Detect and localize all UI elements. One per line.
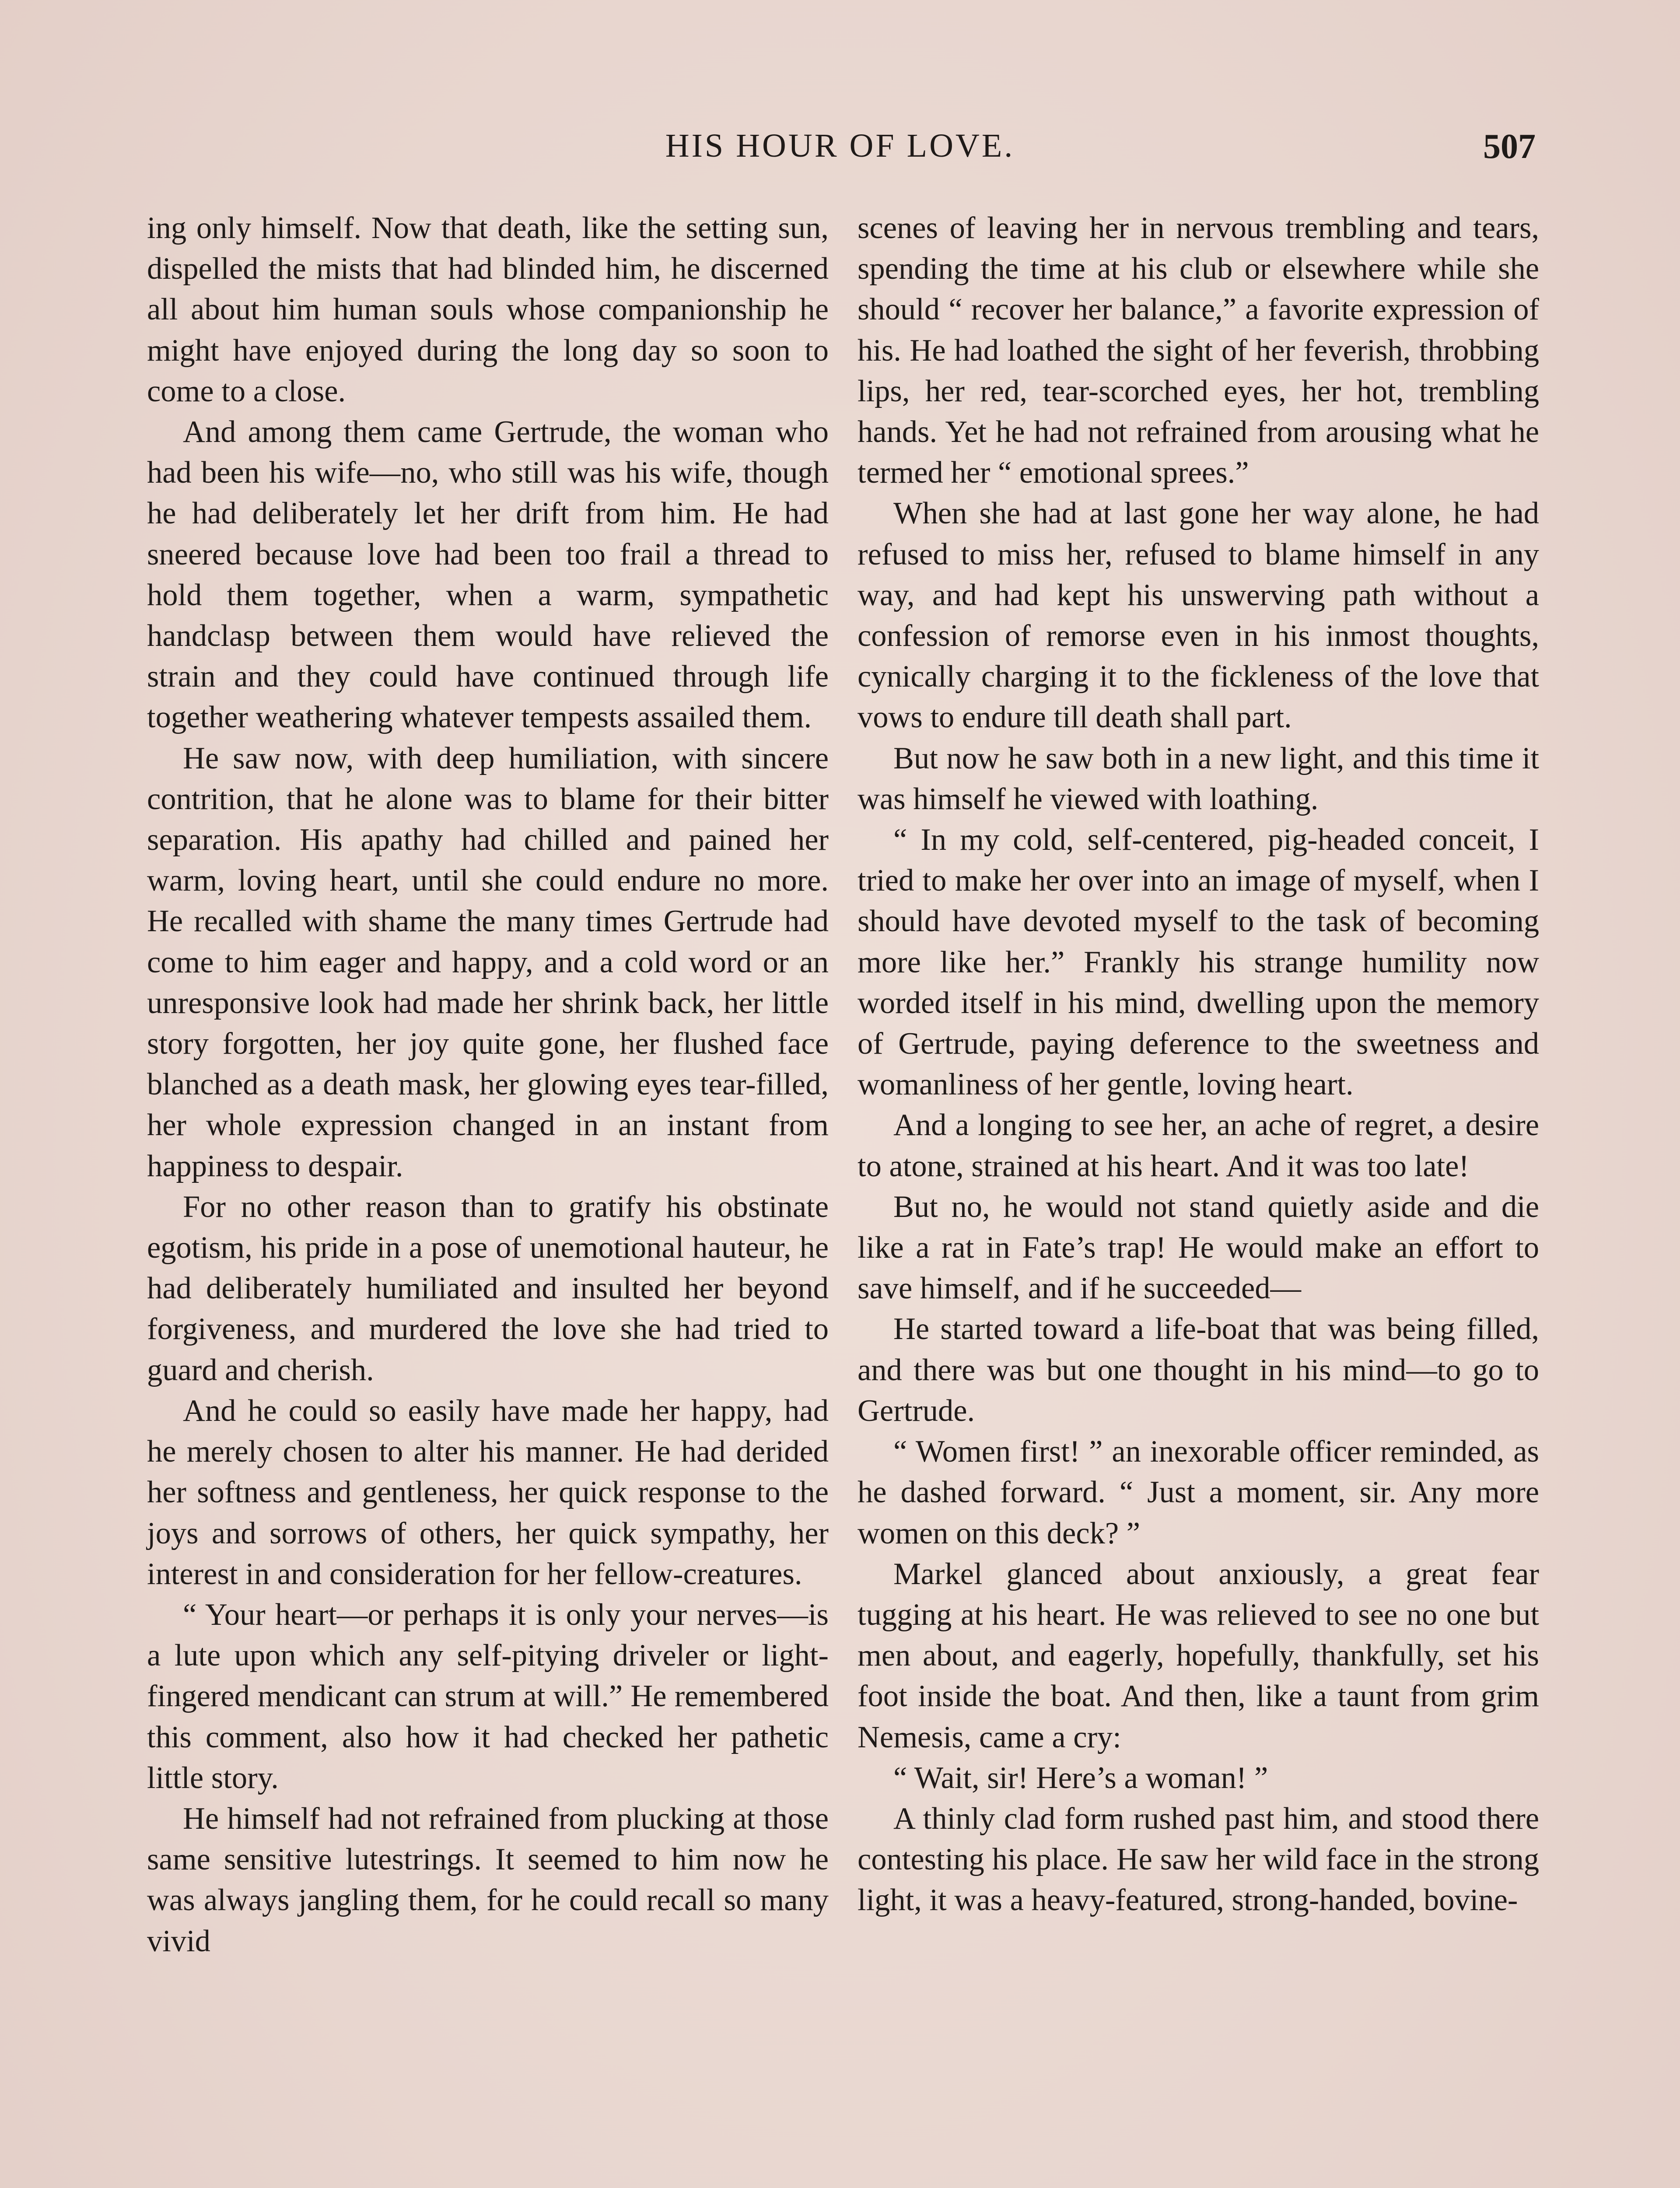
paragraph: And he could so easily have made her happy, had he merely chosen to alter his manner. He had derided her softness and gentleness, her quick response to the joys and sorrows of others, her quick sympathy, her interest in and consideration for her fellow-creatures. xyxy=(147,1393,829,1591)
paragraph: ing only himself. Now that death, like the setting sun, dispelled the mists that had blinded him, he discerned all about him human souls whose companionship he might have enjoyed during the long day so soon to come to a close. xyxy=(147,211,829,408)
paragraph: And a longing to see her, an ache of regret, a desire to atone, strained at his heart. And it was too late! xyxy=(858,1108,1539,1183)
right-column xyxy=(858,208,1539,1921)
page-number: 507 xyxy=(1483,127,1536,166)
paragraph: When she had at last gone her way alone, he had refused to miss her, refused to blame himself in any way, and had kept his unswerving path without a confession of remorse even in his inmost thoughts, cynically charging it to the fickleness of the love that vows to endure till death shall part. xyxy=(858,496,1539,735)
left-column xyxy=(147,208,829,1962)
paragraph: Markel glanced about anxiously, a great fear tugging at his heart. He was relieved to see no one but men about, and eagerly, hopefully, thankfully, set his foot inside the boat. And then, like a taunt from grim Nemesis, came a cry: xyxy=(858,1557,1539,1754)
paragraph: And among them came Gertrude, the woman who had been his wife—no, who still was his wife, though he had deliberately let her drift from him. He had sneered because love had been too frail a thread to hold them together, when a warm, sympathetic handclasp between them would have relieved the strain and they could have continued through life together weathering whatever tempests assailed them. xyxy=(147,415,829,735)
running-title: HIS HOUR OF LOVE. xyxy=(665,127,1015,164)
paragraph: “ Women first! ” an inexorable officer reminded, as he dashed forward. “ Just a moment, sir. Any more women on this deck? ” xyxy=(858,1434,1539,1550)
paragraph: For no other reason than to gratify his obstinate egotism, his pride in a pose of unemotional hauteur, he had deliberately humiliated and insulted her beyond forgiveness, and murdered the love she had tried to guard and cherish. xyxy=(147,1189,829,1387)
paragraph: “ In my cold, self-centered, pig-headed conceit, I tried to make her over into an image of myself, when I should have devoted myself to the task of becoming more like her.” Frankly his strange humility now worded itself in his mind, dwelling upon the memory of Gertrude, paying deference to the sweetness and womanliness of her gentle, loving heart. xyxy=(858,823,1539,1102)
paragraph: But now he saw both in a new light, and this time it was himself he viewed with loathing. xyxy=(858,741,1539,816)
paragraph: But no, he would not stand quietly aside and die like a rat in Fate’s trap! He would make an effort to save himself, and if he succeeded— xyxy=(858,1189,1539,1306)
paragraph: He saw now, with deep humiliation, with sincere contrition, that he alone was to blame for their bitter separation. His apathy had chilled and pained her warm, loving heart, until she could endure no more. He recalled with shame the many times Gertrude had come to him eager and happy, and a cold word or an unresponsive look had made her shrink back, her little story forgotten, her joy quite gone, her flushed face blanched as a death mask, her glowing eyes tear-filled, her whole expression changed in an instant from happiness to despair. xyxy=(147,741,829,1183)
paragraph: “ Wait, sir! Here’s a woman! ” xyxy=(893,1760,1268,1795)
paragraph: He started toward a life-boat that was being filled, and there was but one thought in his mind—to go to Gertrude. xyxy=(858,1312,1539,1428)
paragraph: A thinly clad form rushed past him, and stood there contesting his place. He saw her wild face in the strong light, it was a heavy-featured, strong-handed, bovine- xyxy=(858,1801,1539,1918)
paragraph: scenes of leaving her in nervous trembling and tears, spending the time at his club or elsewhere while she should “ recover her balance,” a favorite expression of his. He had loathed the sight of her feverish, throbbing lips, her red, tear-scorched eyes, her hot, trembling hands. Yet he had not refrained from arousing what he termed her “ emotional sprees.” xyxy=(858,211,1539,490)
paragraph: He himself had not refrained from plucking at those same sensitive lutestrings. It seemed to him now he was always jangling them, for he could recall so many vivid xyxy=(147,1801,829,1958)
paragraph: “ Your heart—or perhaps it is only your nerves—is a lute upon which any self-pitying driveler or light-fingered mendicant can strum at will.” He remembered this comment, also how it had checked her pathetic little story. xyxy=(147,1597,829,1795)
running-head xyxy=(0,127,1680,175)
